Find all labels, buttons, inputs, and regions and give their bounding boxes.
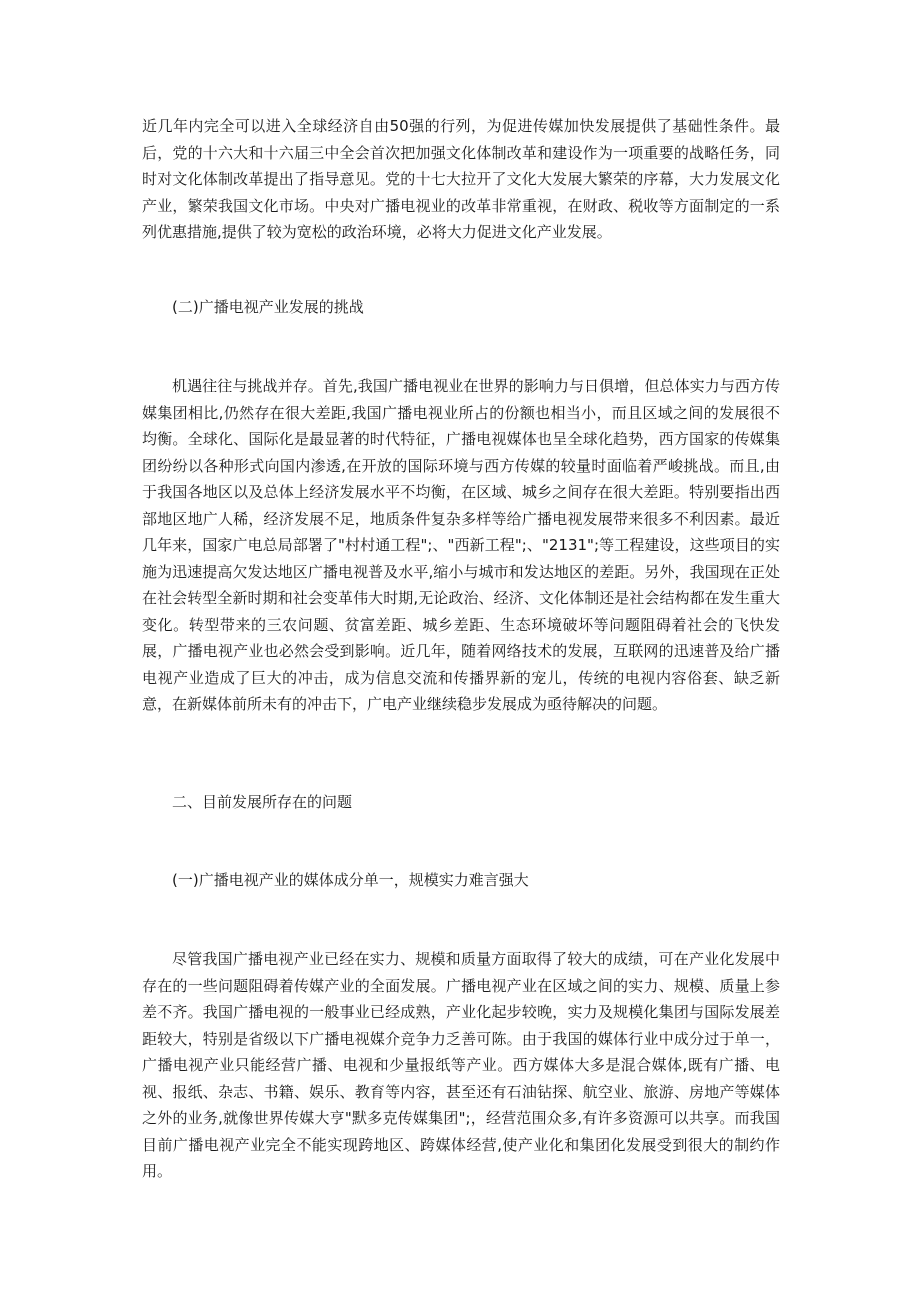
paragraph-single-media: 尽管我国广播电视产业已经在实力、规模和质量方面取得了较大的成绩，可在产业化发展中存在的一些问题阻碍着传媒产业的全面发展。广播电视产业在区域之间的实力、规模、质量上参差不齐。我国广播电视的一般事业已经成熟，产业化起步较晚，实力及规模化集团与国际发展差距较大，特别是省级以下广播电视媒介竞争力乏善可陈。由于我国的媒体行业中成分过于单一，广播电视产业只能经营广播、电视和少量报纸等产业。西方媒体大多是混合媒体,既有广播、电视、报纸、杂志、书籍、娱乐、教育等内容，甚至还有石油钻探、航空业、旅游、房地产等媒体之外的业务,就像世界传媒大亨"默多克传媒集团";，经营范围众多,有许多资源可以共享。而我国目前广播电视产业完全不能实现跨地区、跨媒体经营,使产业化和集团化发展受到很大的制约作用。 (142, 950, 780, 1180)
section-heading-challenges: (二)广播电视产业发展的挑战 (172, 298, 364, 316)
paragraph-challenges: 机遇往往与挑战并存。首先,我国广播电视业在世界的影响力与日俱增，但总体实力与西方传媒集团相比,仍然存在很大差距,我国广播电视业所占的份额也相当小，而且区域之间的发展很不均衡。全球化、国际化是最显著的时代特征，广播电视媒体也呈全球化趋势，西方国家的传媒集团纷纷以各种形式向国内渗透,在开放的国际环境与西方传媒的较量时面临着严峻挑战。而且,由于我国各地区以及总体上经济发展水平不均衡，在区域、城乡之间存在很大差距。特别要指出西部地区地广人稀，经济发展不足，地质条件复杂多样等给广播电视发展带来很多不利因素。最近几年来，国家广电总局部署了"村村通工程";、"西新工程";、"2131";等工程建设，这些项目的实施为迅速提高欠发达地区广播电视普及水平,缩小与城市和发达地区的差距。另外，我国现在正处在社会转型全新时期和社会变革伟大时期,无论政治、经济、文化体制还是社会结构都在发生重大变化。转型带来的三农问题、贫富差距、城乡差距、生态环境破坏等问题阻碍着社会的飞快发展，广播电视产业也必然会受到影响。近几年，随着网络技术的发展，互联网的迅速普及给广播电视产业造成了巨大的冲击，成为信息交流和传播界新的宠儿，传统的电视内容俗套、缺乏新意，在新媒体前所未有的冲击下，广电产业继续稳步发展成为亟待解决的问题。 (142, 377, 780, 713)
paragraph-policy-environment: 近几年内完全可以进入全球经济自由50强的行列，为促进传媒加快发展提供了基础性条件。最后，党的十六大和十六届三中全会首次把加强文化体制改革和建设作为一项重要的战略任务，同时对文化体制改革提出了指导意见。党的十七大拉开了文化大发展大繁荣的序幕，大力发展文化产业，繁荣我国文化市场。中央对广播电视业的改革非常重视，在财政、税收等方面制定的一系列优惠措施,提供了较为宽松的政治环境，必将大力促进文化产业发展。 (142, 117, 780, 241)
subsection-heading-single-media: (一)广播电视产业的媒体成分单一，规模实力难言强大 (172, 871, 529, 889)
section-heading-current-problems: 二、目前发展所存在的问题 (172, 793, 353, 811)
